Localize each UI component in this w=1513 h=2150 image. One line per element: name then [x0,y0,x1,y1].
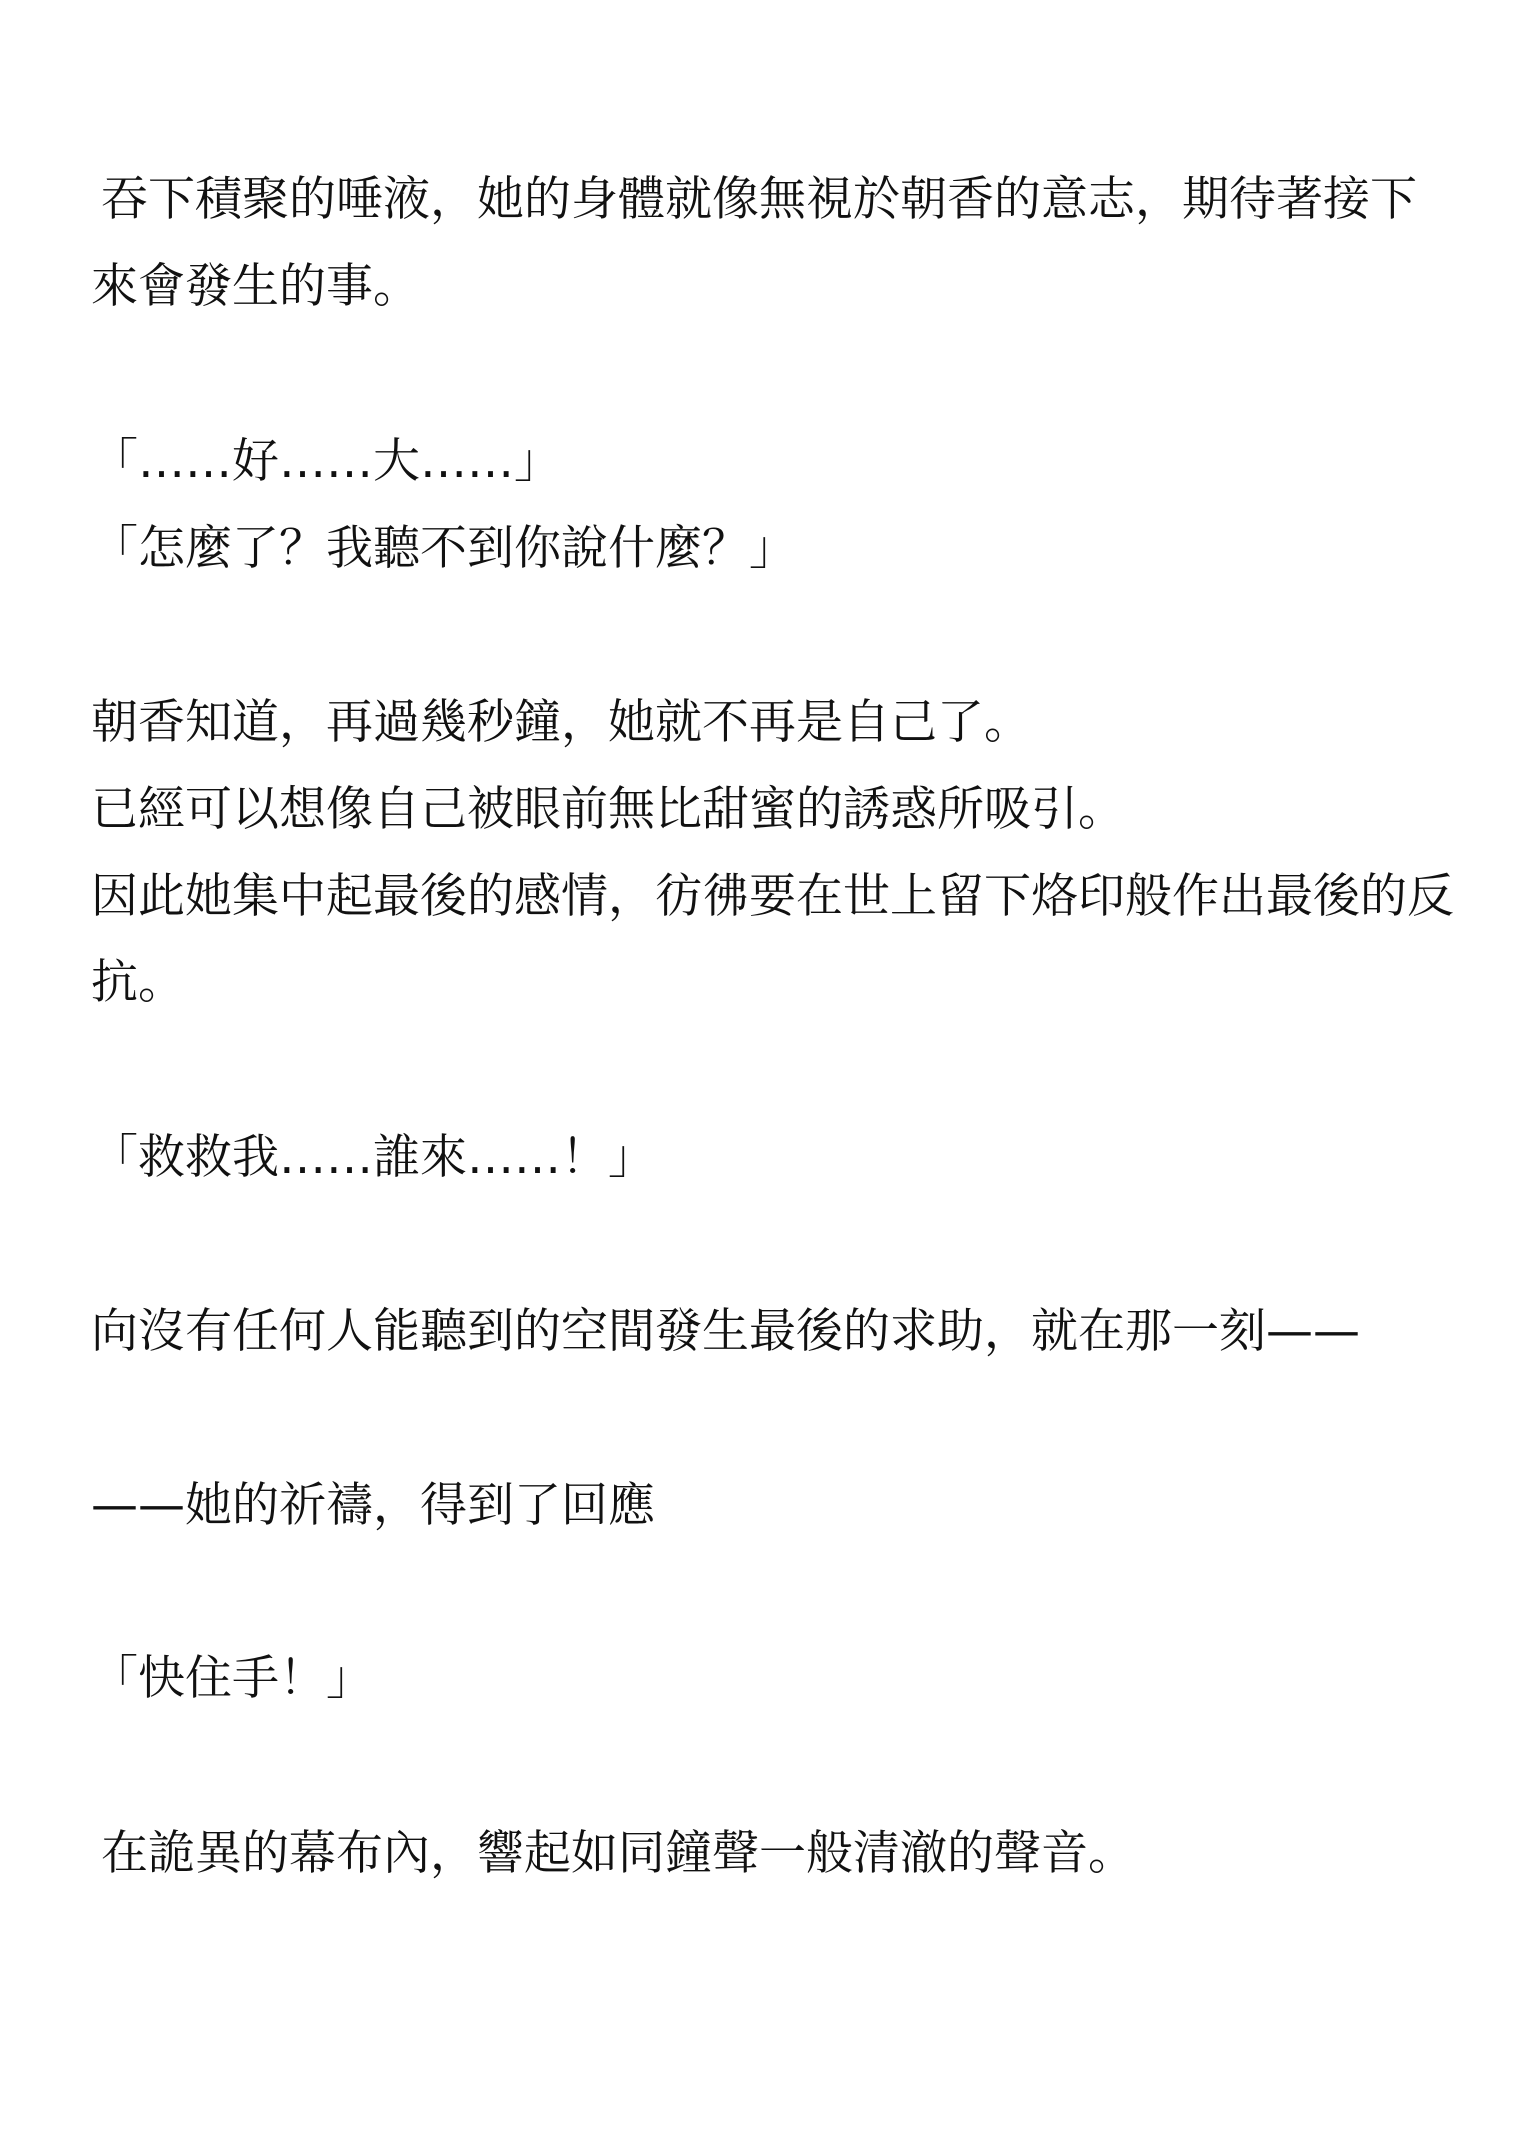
text-line: ——她的祈禱，得到了回應 [91,1478,655,1533]
text-line: 向沒有任何人能聽到的空間發生最後的求助，就在那一刻—— [91,1304,1360,1359]
text-line: 在詭異的幕布內，響起如同鐘聲一般清澈的聲音。 [101,1826,1135,1881]
text-line: 「……好……大……」 [91,434,561,489]
text-line: 已經可以想像自己被眼前無比甜蜜的誘惑所吸引。 [91,782,1125,837]
text-line: 吞下積聚的唾液，她的身體就像無視於朝香的意志，期待著接下 [101,172,1417,227]
text-line: 「怎麼了？我聽不到你說什麼？」 [91,521,796,576]
text-line: 因此她集中起最後的感情，彷彿要在世上留下烙印般作出最後的反 [91,869,1454,924]
text-line: 抗。 [91,955,185,1010]
text-line: 「救救我……誰來……！」 [91,1130,655,1185]
text-line: 「快住手！」 [91,1651,373,1706]
text-line: 來會發生的事。 [91,259,420,314]
text-line: 朝香知道，再過幾秒鐘，她就不再是自己了。 [91,695,1031,750]
